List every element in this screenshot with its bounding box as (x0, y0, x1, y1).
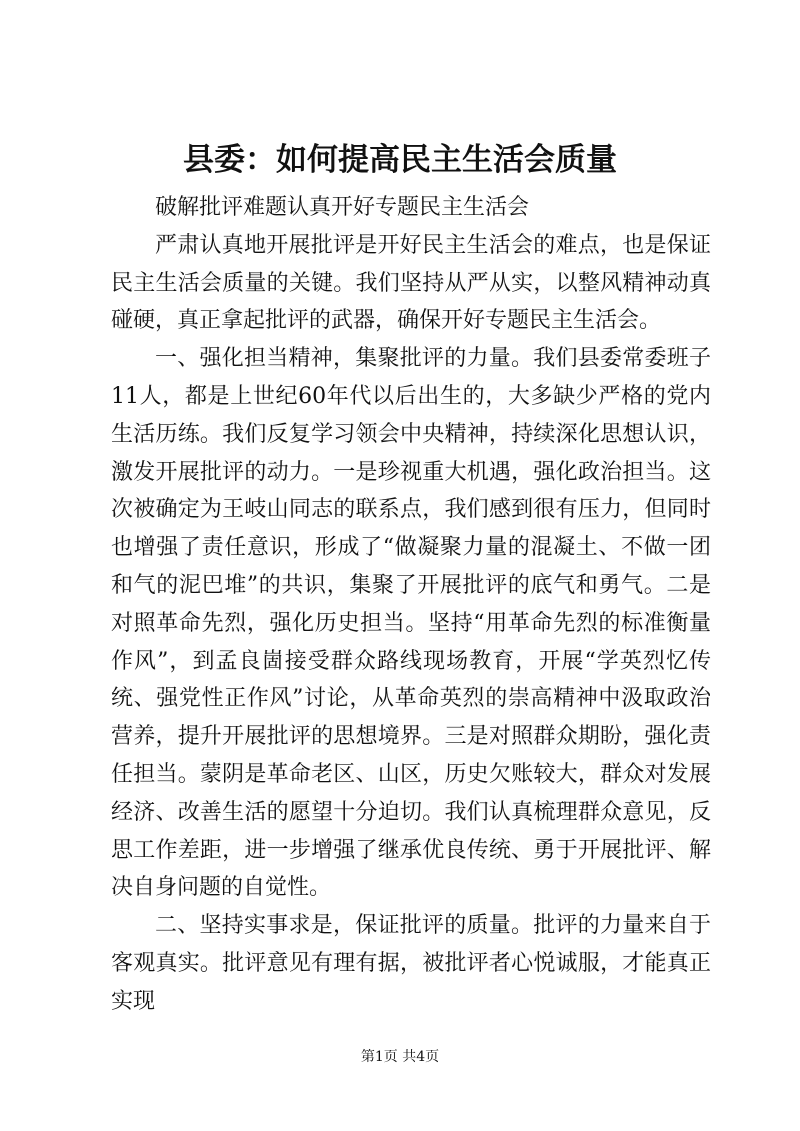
document-body (111, 189, 711, 1021)
subtitle-paragraph: 破解批评难题认真开好专题民主生活会 (155, 195, 530, 220)
section-one-paragraph: 一、强化担当精神，集聚批评的力量。我们县委常委班子11人，都是上世纪60年代以后出生的，大多缺少严格的党内生活历练。我们反复学习领会中央精神，持续深化思想认识，激发开展批评的动力。一是珍视重大机遇，强化政治担当。这次被确定为王岐山同志的联系点，我们感到很有压力，但同时也增强了责任意识，形成了“做凝聚力量的混凝土、不做一团和气的泥巴堆”的共识，集聚了开展批评的底气和勇气。二是对照革命先烈，强化历史担当。坚持“用革命先烈的标准衡量作风”，到孟良崮接受群众路线现场教育，开展“学英烈忆传统、强党性正作风”讨论，从革命英烈的崇高精神中汲取政治营养，提升开展批评的思想境界。三是对照群众期盼，强化责任担当。蒙阴是革命老区、山区，历史欠账较大，群众对发展经济、改善生活的愿望十分迫切。我们认真梳理群众意见，反思工作差距，进一步增强了继承优良传统、勇于开展批评、解决自身问题的自觉性。 (111, 346, 711, 901)
page-number-footer: 第1页 共4页 (360, 1049, 440, 1065)
document-title: 县委：如何提高民主生活会质量 (183, 142, 617, 178)
section-two-paragraph: 二、坚持实事求是，保证批评的质量。批评的力量来自于客观真实。批评意见有理有据，被批评者心悦诚服，才能真正实现 (111, 913, 711, 1014)
intro-paragraph: 严肃认真地开展批评是开好民主生活会的难点，也是保证民主生活会质量的关键。我们坚持从严从实，以整风精神动真碰硬，真正拿起批评的武器，确保开好专题民主生活会。 (111, 232, 711, 334)
